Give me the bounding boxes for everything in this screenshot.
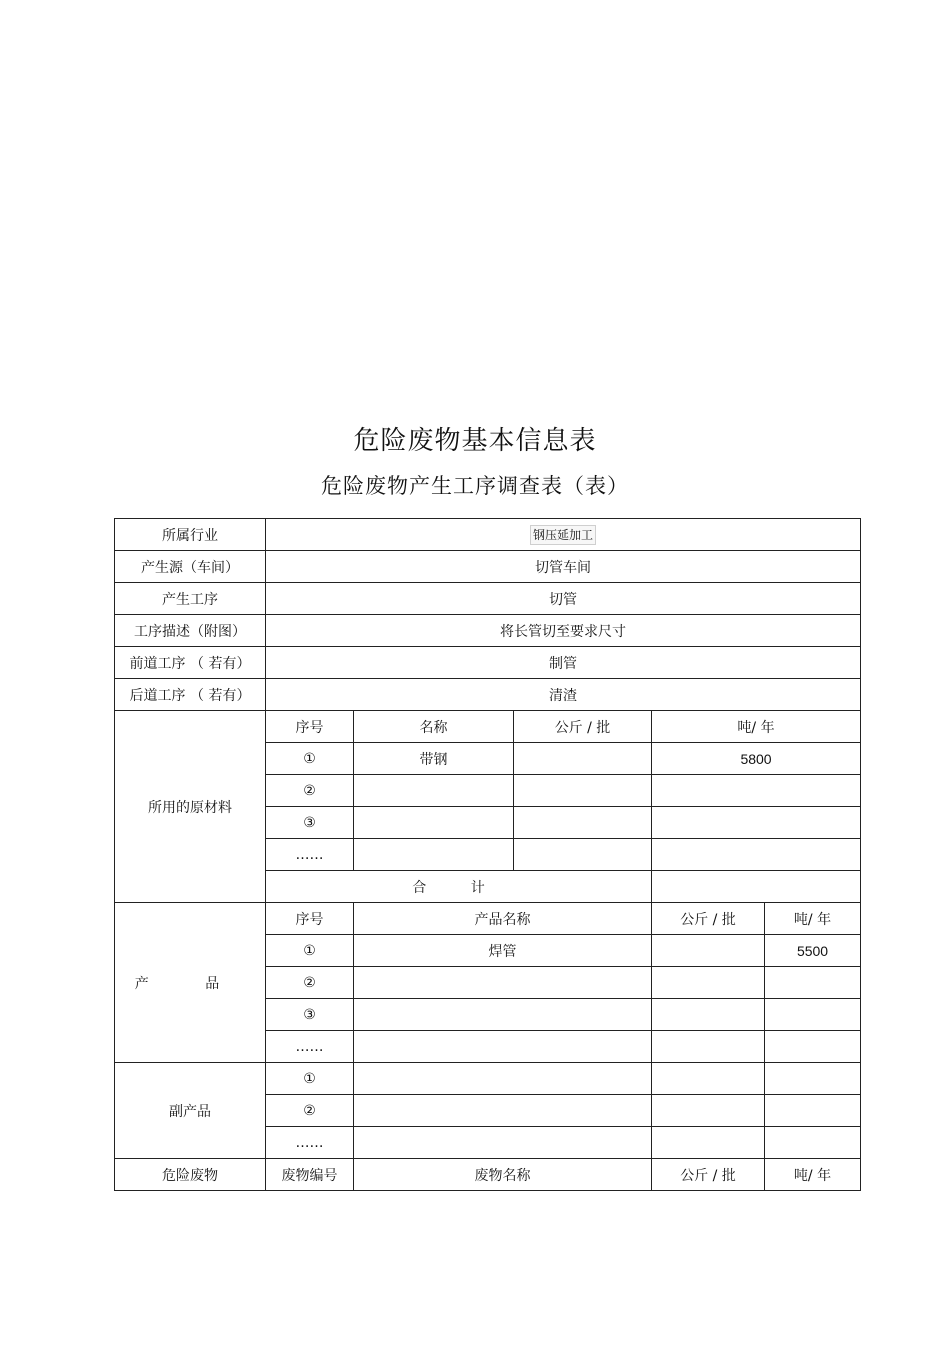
prod-ton-2[interactable] (765, 967, 861, 999)
prev-process-label: 前道工序 （ 若有） (115, 647, 266, 679)
raw-ton-3[interactable] (652, 807, 861, 839)
raw-ton-1[interactable]: 5800 (652, 743, 861, 775)
next-process-label: 后道工序 （ 若有） (115, 679, 266, 711)
prod-kg-header: 公斤 / 批 (652, 903, 765, 935)
raw-name-header: 名称 (354, 711, 514, 743)
byproducts-label: 副产品 (115, 1063, 266, 1159)
prod-name-header: 产品名称 (354, 903, 652, 935)
raw-materials-label: 所用的原材料 (115, 711, 266, 903)
raw-name-1[interactable]: 带钢 (354, 743, 514, 775)
raw-kg-4[interactable] (514, 839, 652, 871)
prev-process-value[interactable]: 制管 (266, 647, 861, 679)
raw-seq-1: ① (266, 743, 354, 775)
prod-seq-header: 序号 (266, 903, 354, 935)
byprod-kg-3[interactable] (652, 1127, 765, 1159)
waste-code-header: 废物编号 (266, 1159, 354, 1191)
raw-name-2[interactable] (354, 775, 514, 807)
survey-form-table (114, 518, 861, 1191)
sub-title: 危险废物产生工序调查表（表） (321, 474, 629, 498)
raw-name-4[interactable] (354, 839, 514, 871)
prod-seq-4: …… (266, 1031, 354, 1063)
byprod-ton-2[interactable] (765, 1095, 861, 1127)
industry-label: 所属行业 (115, 519, 266, 551)
raw-total-label: 合 计 (266, 871, 652, 903)
industry-value[interactable]: 钢压延加工 (530, 525, 596, 545)
raw-total-value[interactable] (652, 871, 861, 903)
raw-seq-4: …… (266, 839, 354, 871)
prod-name-4[interactable] (354, 1031, 652, 1063)
source-label: 产生源（车间） (115, 551, 266, 583)
prod-kg-3[interactable] (652, 999, 765, 1031)
process-value[interactable]: 切管 (266, 583, 861, 615)
raw-seq-2: ② (266, 775, 354, 807)
products-label: 产 品 (115, 903, 266, 1063)
waste-kg-header: 公斤 / 批 (652, 1159, 765, 1191)
byprod-seq-1: ① (266, 1063, 354, 1095)
prod-ton-3[interactable] (765, 999, 861, 1031)
main-title: 危险废物基本信息表 (353, 426, 597, 456)
prev-process-row (115, 647, 861, 679)
byprod-name-2[interactable] (354, 1095, 652, 1127)
prod-name-2[interactable] (354, 967, 652, 999)
byprod-seq-3: …… (266, 1127, 354, 1159)
raw-kg-2[interactable] (514, 775, 652, 807)
raw-materials-header-row (115, 711, 861, 743)
raw-kg-header: 公斤 / 批 (514, 711, 652, 743)
raw-ton-4[interactable] (652, 839, 861, 871)
byprod-kg-2[interactable] (652, 1095, 765, 1127)
raw-name-3[interactable] (354, 807, 514, 839)
products-header-row (115, 903, 861, 935)
source-value[interactable]: 切管车间 (266, 551, 861, 583)
prod-ton-4[interactable] (765, 1031, 861, 1063)
prod-kg-4[interactable] (652, 1031, 765, 1063)
byprod-ton-3[interactable] (765, 1127, 861, 1159)
industry-value-cell (266, 519, 861, 551)
desc-label: 工序描述（附图） (115, 615, 266, 647)
raw-kg-1[interactable] (514, 743, 652, 775)
raw-seq-3: ③ (266, 807, 354, 839)
prod-kg-1[interactable] (652, 935, 765, 967)
prod-name-1[interactable]: 焊管 (354, 935, 652, 967)
prod-kg-2[interactable] (652, 967, 765, 999)
byprod-seq-2: ② (266, 1095, 354, 1127)
byprod-ton-1[interactable] (765, 1063, 861, 1095)
byprod-name-1[interactable] (354, 1063, 652, 1095)
prod-seq-2: ② (266, 967, 354, 999)
waste-name-header: 废物名称 (354, 1159, 652, 1191)
desc-row (115, 615, 861, 647)
next-process-row (115, 679, 861, 711)
byprod-name-3[interactable] (354, 1127, 652, 1159)
raw-kg-3[interactable] (514, 807, 652, 839)
prod-seq-3: ③ (266, 999, 354, 1031)
source-row (115, 551, 861, 583)
desc-value[interactable]: 将长管切至要求尺寸 (266, 615, 861, 647)
raw-seq-header: 序号 (266, 711, 354, 743)
table-row (115, 1063, 861, 1095)
prod-seq-1: ① (266, 935, 354, 967)
raw-ton-2[interactable] (652, 775, 861, 807)
prod-ton-header: 吨/ 年 (765, 903, 861, 935)
next-process-value[interactable]: 清渣 (266, 679, 861, 711)
hazardous-waste-label: 危险废物 (115, 1159, 266, 1191)
byprod-kg-1[interactable] (652, 1063, 765, 1095)
process-label: 产生工序 (115, 583, 266, 615)
prod-ton-1[interactable]: 5500 (765, 935, 861, 967)
hazardous-waste-header-row (115, 1159, 861, 1191)
process-row (115, 583, 861, 615)
waste-ton-header: 吨/ 年 (765, 1159, 861, 1191)
prod-name-3[interactable] (354, 999, 652, 1031)
industry-row (115, 519, 861, 551)
raw-ton-header: 吨/ 年 (652, 711, 861, 743)
